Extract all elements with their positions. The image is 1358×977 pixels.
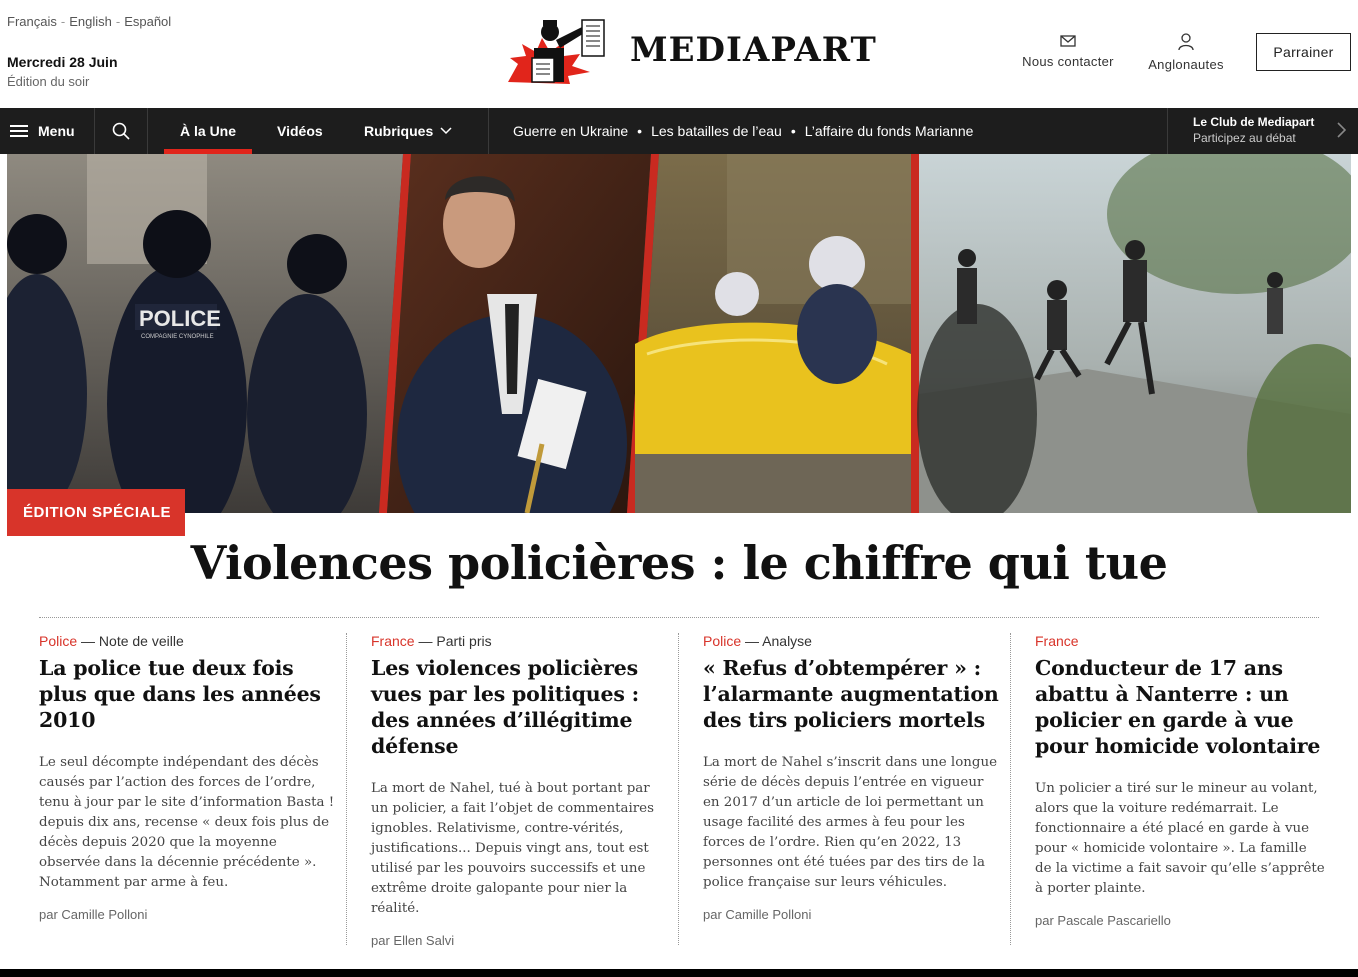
article-rubric (39, 633, 335, 649)
tab-videos[interactable] (277, 108, 323, 154)
search-icon (112, 122, 130, 140)
article-card[interactable] (371, 633, 667, 948)
article-summary: La mort de Nahel s’inscrit dans une longue série de décès depuis l’entrée en vigueur en 2017 d’un article de loi permettant un usage facilité des armes à feu pour les forces de l’ordre. Rien qu’en 2022, 13 personnes ont été tuées par des tirs de la police française sur leurs véhicules. (703, 755, 998, 890)
chevron-down-icon (440, 127, 452, 135)
main-headline[interactable]: Violences policières : le chiffre qui tue (190, 536, 1168, 590)
tab-label: À la Une (180, 123, 237, 139)
contact-label: Nous contacter (1022, 54, 1114, 69)
article-summary: La mort de Nahel, tué à bout portant par un policier, a fait l’objet de commentaires ignobles. Relativisme, contre-vérités, justifications... Depuis vingt ans, tout est utilisé par les pouvoirs successifs et une extrême droite galopante pour nier la réalité. (371, 781, 654, 916)
site-header (0, 0, 1358, 108)
tab-label: Rubriques (364, 123, 434, 139)
police-text: POLICE (139, 306, 221, 331)
lang-es-link[interactable]: Español (124, 14, 172, 29)
edition-label: Édition du soir (7, 74, 90, 89)
topic-link-eau[interactable]: Les batailles de l’eau (651, 123, 782, 139)
club-subtitle: Participez au débat (1193, 131, 1296, 145)
article-kind: Analyse (762, 633, 812, 649)
club-title: Le Club de Mediapart (1193, 115, 1315, 129)
hamburger-icon (10, 124, 28, 138)
lang-fr-link[interactable]: Français (7, 14, 57, 29)
trending-topics (513, 108, 973, 154)
article-rubric (1035, 633, 1325, 649)
account-link[interactable] (1146, 33, 1226, 72)
article-rubric (703, 633, 999, 649)
club-link[interactable] (1167, 108, 1358, 154)
special-edition-badge: ÉDITION SPÉCIALE (7, 489, 185, 536)
article-kind: Note de veille (98, 633, 184, 649)
rubric-dash: — (745, 633, 763, 649)
topic-separator: • (637, 123, 643, 139)
menu-label: Menu (38, 123, 75, 139)
article-title[interactable]: « Refus d’obtempérer » : l’alarmante augmentation des tirs policiers mortels (703, 656, 999, 732)
article-title[interactable]: La police tue deux fois plus que dans les années 2010 (39, 656, 321, 732)
lang-en-link[interactable]: English (69, 14, 112, 29)
user-icon (1178, 33, 1194, 51)
brand-name: MEDIAPART (630, 30, 877, 70)
article-category[interactable]: France (1035, 633, 1079, 649)
article-kind: Parti pris (436, 633, 492, 649)
article-category[interactable]: Police (39, 633, 78, 649)
article-category[interactable]: France (371, 633, 415, 649)
main-navigation (0, 108, 1358, 154)
article-author[interactable]: par Camille Polloni (39, 907, 148, 922)
search-button[interactable] (95, 108, 148, 154)
logo-crier-icon (506, 18, 626, 84)
article-summary: Un policier a tiré sur le mineur au volant, alors que la voiture redémarrait. Le fonctionnaire a été placé en garde à vue pour « homicide volontaire ». La famille de la victime a fait savoir qu’elle s’apprête à porter plainte. (1035, 781, 1325, 896)
article-category[interactable]: Police (703, 633, 742, 649)
topic-separator: • (790, 123, 796, 139)
dotted-divider (39, 617, 1319, 618)
hero-image[interactable] (7, 154, 1351, 513)
menu-button[interactable] (0, 108, 95, 154)
rubric-dash: — (418, 633, 437, 649)
article-summary: Le seul décompte indépendant des décès causés par l’action des forces de l’ordre, tenu à jour par le site d’information Basta ! depuis dix ans, recense « deux fois plus de décès depuis 2020 que la moyenne observée dans la décennie précédente ». Notamment par arme à feu. (39, 755, 335, 890)
site-logo[interactable] (506, 18, 877, 84)
article-card[interactable] (703, 633, 999, 922)
topic-link-ukraine[interactable]: Guerre en Ukraine (513, 123, 629, 139)
article-author[interactable]: par Ellen Salvi (371, 933, 455, 948)
column-separator (346, 633, 347, 945)
article-title[interactable]: Les violences policières vues par les politiques : des années d’illégitime défense (371, 656, 639, 758)
article-card[interactable] (39, 633, 335, 922)
sponsor-button[interactable]: Parrainer (1256, 33, 1351, 71)
contact-link[interactable] (1020, 34, 1116, 69)
column-separator (1010, 633, 1011, 945)
account-label: Anglonautes (1148, 57, 1224, 72)
article-card[interactable] (1035, 633, 1325, 928)
police-subtext: COMPAGNIE CYNOPHILE (141, 334, 214, 340)
tab-rubriques[interactable] (364, 108, 452, 154)
language-switcher: Français - English - Español (7, 14, 172, 29)
column-separator (678, 633, 679, 945)
article-rubric (371, 633, 667, 649)
rubric-dash: — (81, 633, 99, 649)
mail-icon (1060, 34, 1076, 48)
current-date: Mercredi 28 Juin (7, 54, 118, 70)
nav-divider (488, 108, 489, 154)
article-author[interactable]: par Camille Polloni (703, 907, 812, 922)
page-bottom-border (0, 969, 1358, 977)
hero-collage-image (7, 154, 1351, 513)
topic-link-marianne[interactable]: L’affaire du fonds Marianne (804, 123, 974, 139)
chevron-right-icon (1337, 122, 1346, 138)
article-title[interactable]: Conducteur de 17 ans abattu à Nanterre : un policier en garde à vue pour homicide volontaire (1035, 656, 1321, 758)
tab-label: Vidéos (277, 123, 323, 139)
article-author[interactable]: par Pascale Pascariello (1035, 913, 1171, 928)
tab-a-la-une[interactable] (180, 108, 236, 154)
